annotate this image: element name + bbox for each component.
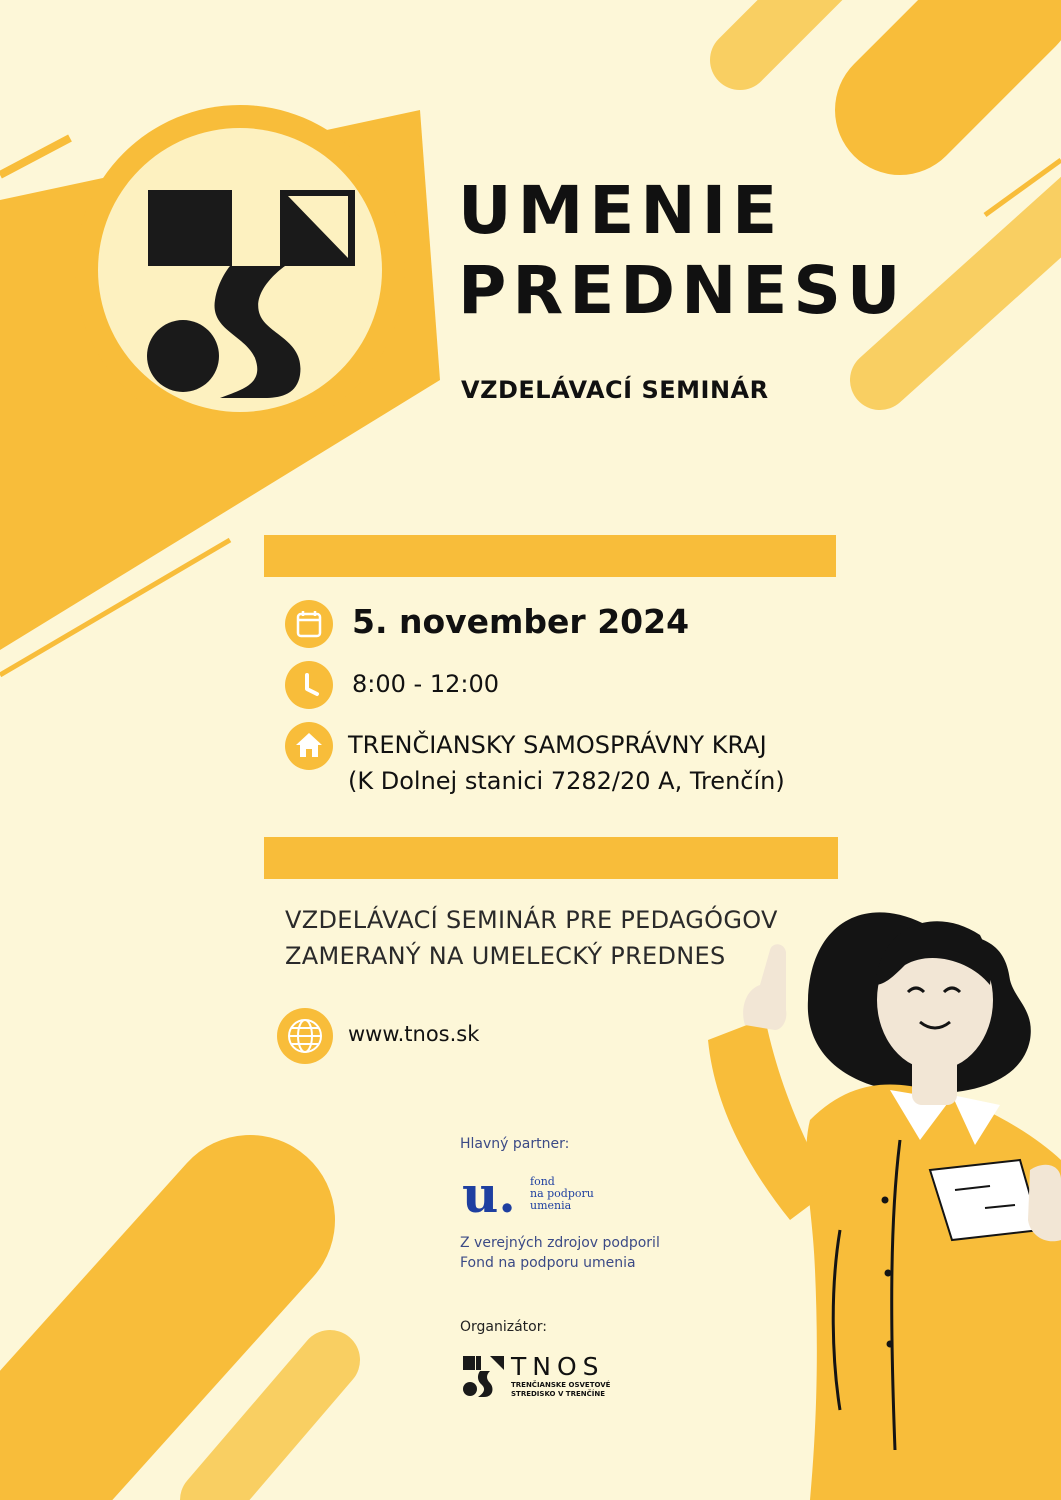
teacher-illustration-icon	[690, 890, 1061, 1500]
description-line-2: ZAMERANÝ NA UMELECKÝ PREDNES	[285, 942, 726, 970]
venue-line-1: TRENČIANSKY SAMOSPRÁVNY KRAJ	[348, 731, 767, 759]
thin-stripe-top-left	[0, 138, 70, 175]
divider-bar-top	[264, 535, 836, 577]
capsule-right-mid	[880, 200, 1061, 380]
organizer-logo-sub-line-2: STREDISKO V TRENČÍNE	[511, 1390, 605, 1398]
description-line-1: VZDELÁVACÍ SEMINÁR PRE PEDAGÓGOV	[285, 906, 778, 934]
organizer-logo-subtext	[511, 1381, 610, 1399]
title-line-1: UMENIE	[458, 172, 784, 249]
home-icon	[285, 722, 333, 770]
subtitle: VZDELÁVACÍ SEMINÁR	[461, 376, 769, 404]
globe-icon	[277, 1008, 333, 1064]
fund-logo-text-line: fond	[530, 1175, 555, 1188]
fund-logo-text-line: na podporu	[530, 1187, 594, 1200]
organizer-label: Organizátor:	[460, 1319, 547, 1335]
capsule-top-right-large	[900, 0, 1010, 110]
fund-logo-letter: u.	[462, 1165, 516, 1224]
divider-bar-bottom	[264, 837, 838, 879]
tnos-small-logo-icon	[462, 1355, 506, 1399]
capsule-top-right-small	[740, 0, 840, 60]
fund-logo-text	[530, 1176, 594, 1212]
event-date: 5. november 2024	[352, 602, 690, 641]
capsule-bottom-left-small	[210, 1360, 330, 1500]
venue-line-2: (K Dolnej stanici 7282/20 A, Trenčín)	[348, 767, 785, 795]
calendar-icon	[285, 600, 333, 648]
partner-note-line-2: Fond na podporu umenia	[460, 1255, 636, 1271]
organizer-logo-word: TNOS	[511, 1352, 605, 1381]
event-time: 8:00 - 12:00	[352, 670, 499, 698]
fund-logo-text-line: umenia	[530, 1199, 572, 1212]
partner-label: Hlavný partner:	[460, 1136, 570, 1152]
tnos-main-logo-icon	[70, 100, 410, 440]
clock-icon	[285, 661, 333, 709]
website-link[interactable]: www.tnos.sk	[348, 1022, 480, 1046]
title-line-2: PREDNESU	[458, 252, 907, 329]
partner-note-line-1: Z verejných zdrojov podporil	[460, 1235, 660, 1251]
organizer-logo-sub-line-1: TRENČIANSKE OSVETOVÉ	[511, 1381, 611, 1389]
